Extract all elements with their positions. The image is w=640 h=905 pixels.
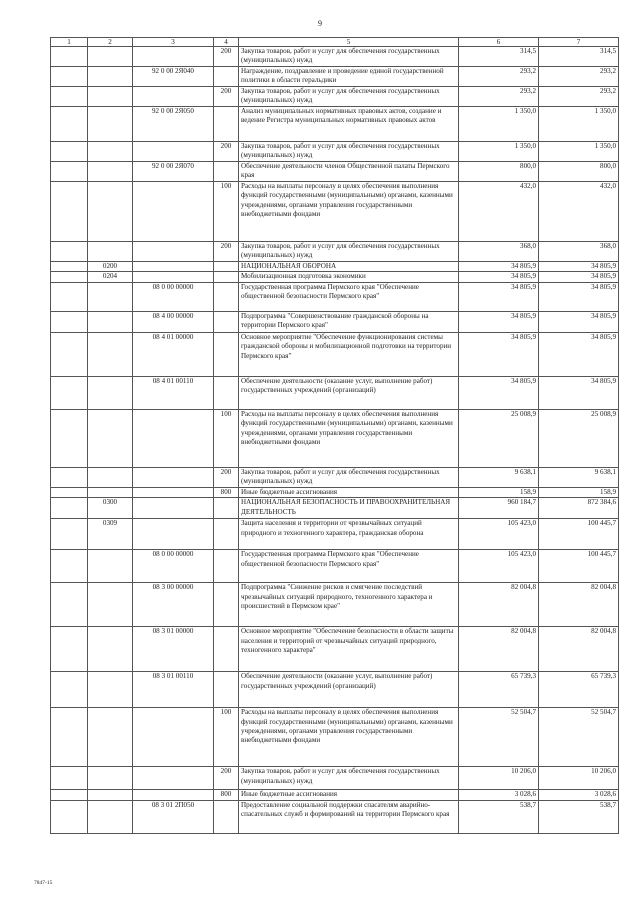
cell-expense-type [214, 107, 239, 142]
cell-section [51, 487, 88, 497]
cell-amount-year2: 432,0 [539, 182, 619, 242]
cell-amount-year1: 1 350,0 [459, 107, 539, 142]
cell-name: Защита населения и территории от чрезвычайных ситуаций природного и техногенного характера, гражданская оборона [239, 519, 459, 550]
cell-expense-type: 200 [214, 467, 239, 487]
cell-amount-year2: 293,2 [539, 67, 619, 87]
cell-target-article: 08 3 00 00000 [133, 583, 214, 627]
cell-target-article: 92 0 00 2Я050 [133, 107, 214, 142]
cell-expense-type: 200 [214, 142, 239, 162]
cell-subsection [88, 47, 133, 67]
cell-subsection: 0200 [88, 262, 133, 272]
cell-amount-year2: 82 004,8 [539, 583, 619, 627]
table-row [51, 242, 619, 262]
cell-subsection [88, 627, 133, 672]
table-row [51, 708, 619, 767]
cell-expense-type: 800 [214, 487, 239, 497]
cell-section [51, 107, 88, 142]
cell-section [51, 47, 88, 67]
cell-amount-year1: 293,2 [459, 67, 539, 87]
cell-subsection [88, 67, 133, 87]
cell-section [51, 550, 88, 583]
cell-section [51, 311, 88, 332]
cell-name: Анализ муниципальных нормативных правовых актов, создание и ведение Регистра муниципальных нормативных правовых актов [239, 107, 459, 142]
cell-expense-type: 200 [214, 47, 239, 67]
table-row [51, 672, 619, 708]
col-header-5: 5 [239, 38, 459, 47]
cell-expense-type [214, 550, 239, 583]
table-row [51, 67, 619, 87]
cell-section [51, 790, 88, 800]
cell-target-article: 08 4 01 00110 [133, 376, 214, 409]
cell-amount-year2: 34 805,9 [539, 262, 619, 272]
cell-section [51, 282, 88, 311]
cell-amount-year1: 34 805,9 [459, 282, 539, 311]
table-body [51, 38, 619, 834]
cell-target-article [133, 767, 214, 790]
cell-amount-year1: 105 423,0 [459, 550, 539, 583]
cell-amount-year1: 158,9 [459, 487, 539, 497]
cell-amount-year2: 100 445,7 [539, 550, 619, 583]
table-row [51, 282, 619, 311]
cell-target-article: 08 3 01 00000 [133, 627, 214, 672]
cell-section [51, 142, 88, 162]
cell-subsection [88, 800, 133, 833]
cell-amount-year1: 10 206,0 [459, 767, 539, 790]
cell-name: Государственная программа Пермского края "Обеспечение общественной безопасности Пермского края" [239, 282, 459, 311]
cell-amount-year1: 65 739,3 [459, 672, 539, 708]
cell-amount-year2: 1 350,0 [539, 142, 619, 162]
cell-name: Обеспечение деятельности членов Общественной палаты Пермского края [239, 162, 459, 182]
cell-subsection [88, 708, 133, 767]
cell-name: Основное мероприятие "Обеспечение безопасности в области защиты населения и территорий от чрезвычайных ситуаций природного, техногенного характера" [239, 627, 459, 672]
col-header-7: 7 [539, 38, 619, 47]
cell-section [51, 519, 88, 550]
cell-name: Закупка товаров, работ и услуг для обеспечения государственных (муниципальных) нужд [239, 87, 459, 107]
cell-amount-year1: 34 805,9 [459, 311, 539, 332]
cell-target-article: 08 4 00 00000 [133, 311, 214, 332]
cell-expense-type: 100 [214, 182, 239, 242]
cell-name: Основное мероприятие "Обеспечение функционирования системы гражданской обороны и мобилизационной подготовки на территории Пермского края" [239, 332, 459, 376]
cell-section [51, 162, 88, 182]
table-row [51, 262, 619, 272]
cell-amount-year1: 105 423,0 [459, 519, 539, 550]
cell-name: Расходы на выплаты персоналу в целях обеспечения выполнения функций государственными (муниципальными) органами, казенными учреждениями, органами управления государственными внебюджетными фондами [239, 708, 459, 767]
cell-amount-year1: 9 638,1 [459, 467, 539, 487]
cell-name: Подпрограмма "Снижение рисков и смягчение последствий чрезвычайных ситуаций природного, техногенного характера и происшествий в Пермском крае" [239, 583, 459, 627]
cell-target-article [133, 87, 214, 107]
cell-amount-year2: 800,0 [539, 162, 619, 182]
cell-target-article [133, 790, 214, 800]
cell-section [51, 262, 88, 272]
cell-name: Иные бюджетные ассигнования [239, 790, 459, 800]
cell-amount-year1: 34 805,9 [459, 376, 539, 409]
cell-target-article: 92 0 00 2Я040 [133, 67, 214, 87]
cell-amount-year1: 538,7 [459, 800, 539, 833]
cell-amount-year1: 82 004,8 [459, 627, 539, 672]
cell-name: НАЦИОНАЛЬНАЯ БЕЗОПАСНОСТЬ И ПРАВООХРАНИТЕЛЬНАЯ ДЕЯТЕЛЬНОСТЬ [239, 498, 459, 519]
cell-subsection [88, 583, 133, 627]
cell-amount-year2: 34 805,9 [539, 332, 619, 376]
cell-section [51, 467, 88, 487]
cell-subsection [88, 332, 133, 376]
cell-amount-year2: 293,2 [539, 87, 619, 107]
cell-section [51, 409, 88, 467]
cell-section [51, 87, 88, 107]
cell-expense-type [214, 627, 239, 672]
table-row [51, 311, 619, 332]
cell-section [51, 242, 88, 262]
cell-subsection [88, 467, 133, 487]
table-row [51, 519, 619, 550]
cell-expense-type: 100 [214, 409, 239, 467]
cell-subsection [88, 767, 133, 790]
table-row [51, 790, 619, 800]
cell-expense-type [214, 162, 239, 182]
table-row [51, 87, 619, 107]
cell-section [51, 627, 88, 672]
table-row [51, 409, 619, 467]
cell-amount-year1: 25 008,9 [459, 409, 539, 467]
cell-target-article [133, 498, 214, 519]
table-row [51, 332, 619, 376]
cell-amount-year2: 25 008,9 [539, 409, 619, 467]
cell-expense-type: 200 [214, 87, 239, 107]
cell-amount-year2: 100 445,7 [539, 519, 619, 550]
cell-subsection [88, 487, 133, 497]
cell-subsection [88, 409, 133, 467]
cell-target-article [133, 272, 214, 282]
cell-target-article [133, 242, 214, 262]
cell-subsection [88, 376, 133, 409]
cell-section [51, 182, 88, 242]
cell-target-article: 08 3 01 00110 [133, 672, 214, 708]
col-header-3: 3 [133, 38, 214, 47]
cell-amount-year1: 960 184,7 [459, 498, 539, 519]
cell-name: Мобилизационная подготовка экономики [239, 272, 459, 282]
table-row [51, 182, 619, 242]
table-row [51, 583, 619, 627]
cell-subsection: 0309 [88, 519, 133, 550]
cell-name: Предоставление социальной поддержки спасателям аварийно-спасательных служб и формирований на территории Пермского края [239, 800, 459, 833]
col-header-1: 1 [51, 38, 88, 47]
cell-target-article [133, 467, 214, 487]
cell-expense-type [214, 282, 239, 311]
cell-subsection [88, 282, 133, 311]
cell-section [51, 767, 88, 790]
document-code: 7847-15 [34, 880, 53, 886]
cell-expense-type: 800 [214, 790, 239, 800]
cell-amount-year2: 34 805,9 [539, 311, 619, 332]
table-row [51, 767, 619, 790]
cell-amount-year1: 82 004,8 [459, 583, 539, 627]
cell-expense-type: 100 [214, 708, 239, 767]
cell-amount-year1: 314,5 [459, 47, 539, 67]
table-row [51, 107, 619, 142]
cell-name: Награждение, поздравление и проведение единой государственной политики в области геральдики [239, 67, 459, 87]
cell-amount-year2: 3 028,6 [539, 790, 619, 800]
cell-section [51, 376, 88, 409]
table-row [51, 627, 619, 672]
cell-expense-type [214, 498, 239, 519]
cell-subsection [88, 107, 133, 142]
col-header-2: 2 [88, 38, 133, 47]
cell-expense-type [214, 272, 239, 282]
cell-subsection [88, 242, 133, 262]
cell-target-article [133, 487, 214, 497]
cell-expense-type [214, 67, 239, 87]
cell-subsection [88, 550, 133, 583]
table-row [51, 800, 619, 833]
cell-amount-year1: 368,0 [459, 242, 539, 262]
cell-amount-year1: 34 805,9 [459, 332, 539, 376]
cell-expense-type: 200 [214, 767, 239, 790]
cell-subsection [88, 87, 133, 107]
cell-amount-year1: 34 805,9 [459, 262, 539, 272]
cell-section [51, 800, 88, 833]
cell-target-article: 92 0 00 2Я070 [133, 162, 214, 182]
cell-amount-year2: 158,9 [539, 487, 619, 497]
cell-name: Закупка товаров, работ и услуг для обеспечения государственных (муниципальных) нужд [239, 467, 459, 487]
cell-name: НАЦИОНАЛЬНАЯ ОБОРОНА [239, 262, 459, 272]
cell-name: Закупка товаров, работ и услуг для обеспечения государственных (муниципальных) нужд [239, 242, 459, 262]
cell-subsection [88, 672, 133, 708]
cell-expense-type [214, 311, 239, 332]
cell-name: Подпрограмма "Совершенствование гражданской обороны на территории Пермского края" [239, 311, 459, 332]
cell-expense-type [214, 376, 239, 409]
cell-expense-type [214, 800, 239, 833]
cell-section [51, 708, 88, 767]
cell-amount-year2: 52 504,7 [539, 708, 619, 767]
cell-section [51, 672, 88, 708]
cell-amount-year1: 52 504,7 [459, 708, 539, 767]
cell-target-article: 08 0 00 00000 [133, 282, 214, 311]
cell-target-article [133, 47, 214, 67]
cell-amount-year2: 872 384,6 [539, 498, 619, 519]
cell-name: Расходы на выплаты персоналу в целях обеспечения выполнения функций государственными (муниципальными) органами, казенными учреждениями, органами управления государственными внебюджетными фондами [239, 182, 459, 242]
cell-target-article: 08 3 01 2П050 [133, 800, 214, 833]
cell-name: Обеспечение деятельности (оказание услуг, выполнение работ) государственных учреждений (организаций) [239, 376, 459, 409]
cell-amount-year1: 800,0 [459, 162, 539, 182]
cell-expense-type [214, 262, 239, 272]
cell-section [51, 332, 88, 376]
cell-amount-year2: 34 805,9 [539, 376, 619, 409]
budget-table [50, 37, 619, 834]
cell-target-article [133, 142, 214, 162]
cell-expense-type [214, 583, 239, 627]
cell-name: Обеспечение деятельности (оказание услуг, выполнение работ) государственных учреждений (организаций) [239, 672, 459, 708]
cell-section [51, 67, 88, 87]
cell-subsection [88, 182, 133, 242]
table-row [51, 550, 619, 583]
table-row [51, 162, 619, 182]
cell-amount-year2: 538,7 [539, 800, 619, 833]
cell-amount-year1: 1 350,0 [459, 142, 539, 162]
cell-amount-year2: 368,0 [539, 242, 619, 262]
cell-amount-year2: 10 206,0 [539, 767, 619, 790]
cell-amount-year1: 293,2 [459, 87, 539, 107]
cell-subsection [88, 142, 133, 162]
cell-target-article [133, 519, 214, 550]
cell-expense-type [214, 332, 239, 376]
page-number: 9 [318, 19, 322, 28]
cell-name: Закупка товаров, работ и услуг для обеспечения государственных (муниципальных) нужд [239, 142, 459, 162]
cell-section [51, 272, 88, 282]
table-row [51, 498, 619, 519]
cell-name: Закупка товаров, работ и услуг для обеспечения государственных (муниципальных) нужд [239, 47, 459, 67]
cell-name: Закупка товаров, работ и услуг для обеспечения государственных (муниципальных) нужд [239, 767, 459, 790]
cell-expense-type: 200 [214, 242, 239, 262]
cell-amount-year2: 82 004,8 [539, 627, 619, 672]
cell-amount-year2: 34 805,9 [539, 272, 619, 282]
table-row [51, 467, 619, 487]
cell-amount-year2: 34 805,9 [539, 282, 619, 311]
col-header-6: 6 [459, 38, 539, 47]
cell-name: Иные бюджетные ассигнования [239, 487, 459, 497]
cell-section [51, 498, 88, 519]
header-row [51, 38, 619, 47]
cell-amount-year1: 34 805,9 [459, 272, 539, 282]
cell-amount-year2: 9 638,1 [539, 467, 619, 487]
cell-subsection [88, 162, 133, 182]
cell-target-article [133, 182, 214, 242]
cell-subsection [88, 311, 133, 332]
cell-expense-type [214, 672, 239, 708]
cell-target-article [133, 708, 214, 767]
cell-amount-year1: 432,0 [459, 182, 539, 242]
cell-amount-year2: 314,5 [539, 47, 619, 67]
table-row [51, 142, 619, 162]
cell-subsection [88, 790, 133, 800]
cell-target-article: 08 4 01 00000 [133, 332, 214, 376]
cell-expense-type [214, 519, 239, 550]
cell-target-article [133, 262, 214, 272]
cell-name: Расходы на выплаты персоналу в целях обеспечения выполнения функций государственными (муниципальными) органами, казенными учреждениями, органами управления государственными внебюджетными фондами [239, 409, 459, 467]
table-row [51, 376, 619, 409]
table-row [51, 487, 619, 497]
col-header-4: 4 [214, 38, 239, 47]
table-row [51, 272, 619, 282]
cell-target-article [133, 409, 214, 467]
table-row [51, 47, 619, 67]
cell-amount-year2: 65 739,3 [539, 672, 619, 708]
cell-target-article: 08 0 00 00000 [133, 550, 214, 583]
cell-name: Государственная программа Пермского края "Обеспечение общественной безопасности Пермского края" [239, 550, 459, 583]
cell-section [51, 583, 88, 627]
cell-amount-year1: 3 028,6 [459, 790, 539, 800]
cell-subsection: 0300 [88, 498, 133, 519]
cell-subsection: 0204 [88, 272, 133, 282]
cell-amount-year2: 1 350,0 [539, 107, 619, 142]
